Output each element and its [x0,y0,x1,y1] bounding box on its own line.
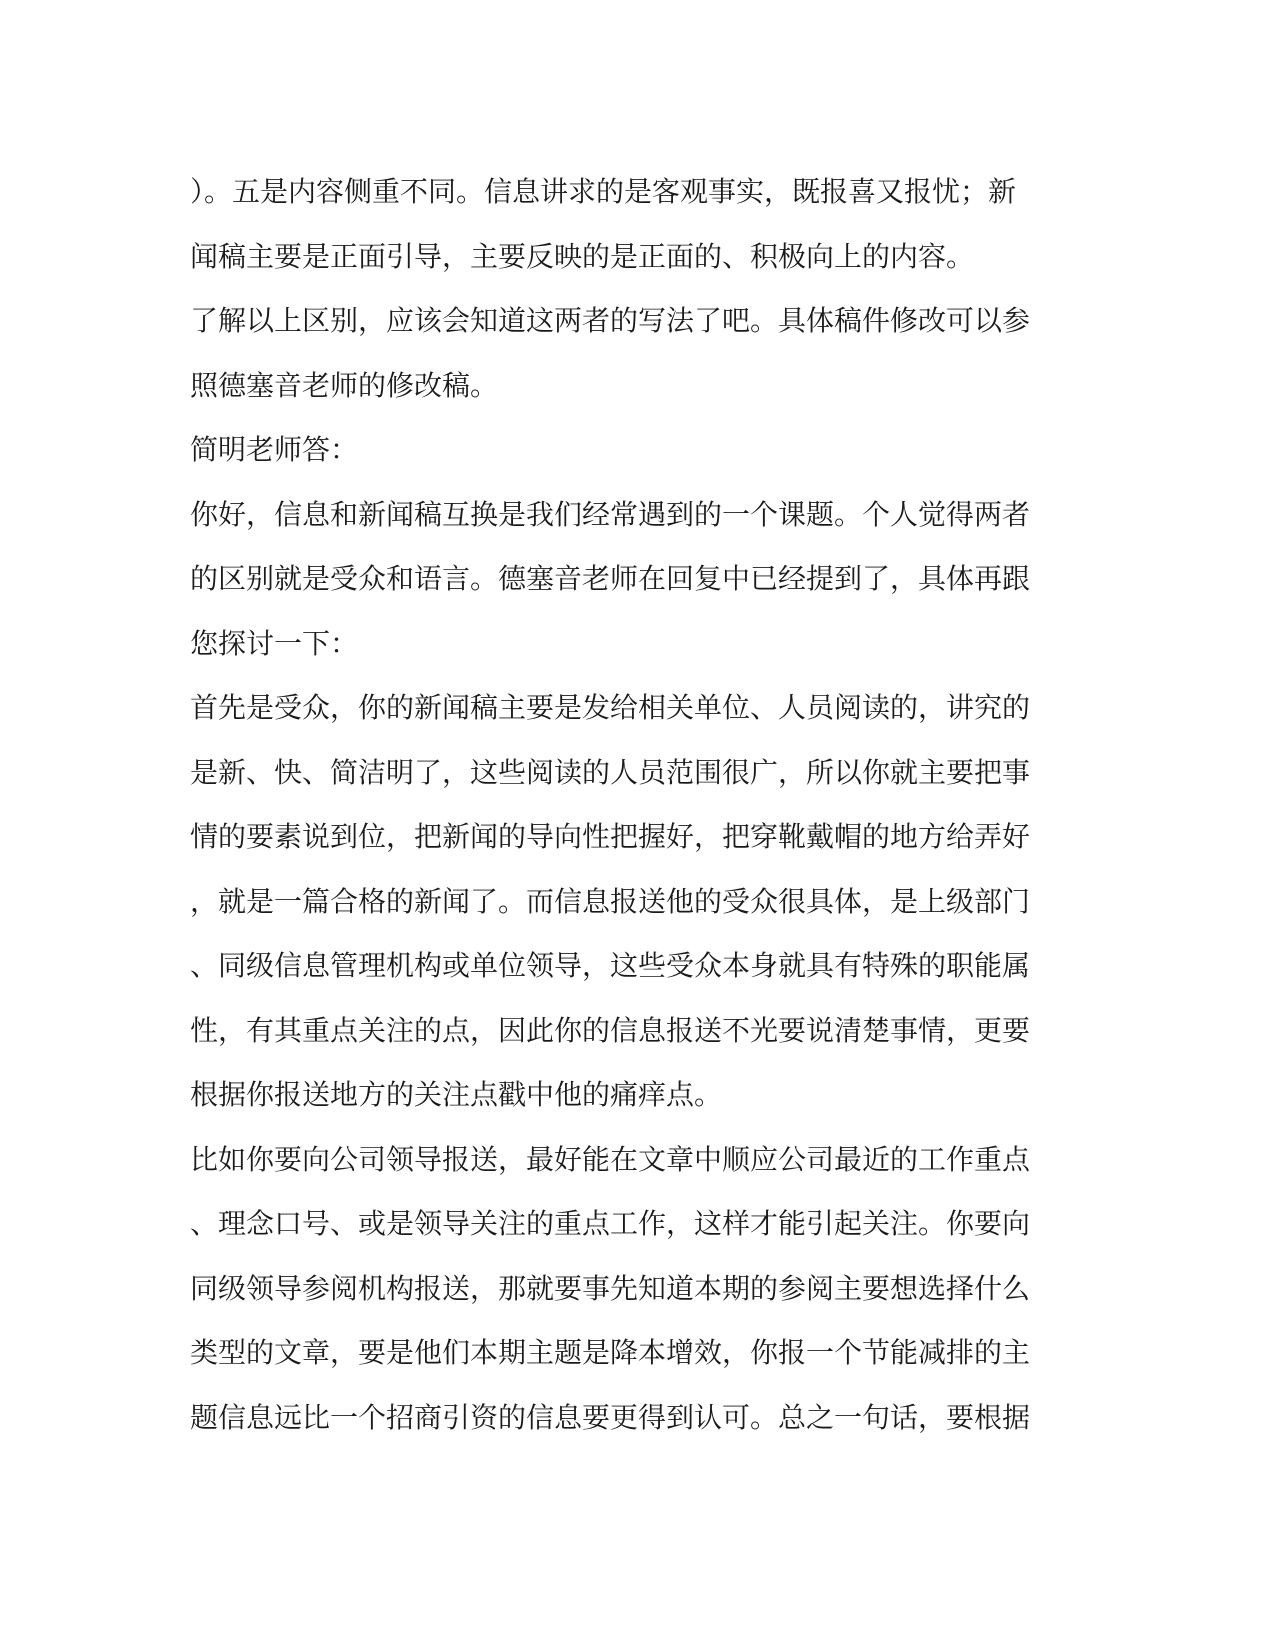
text-line: 根据你报送地方的关注点戳中他的痛痒点。 [190,1078,723,1111]
text-line: 照德塞音老师的修改稿。 [190,368,499,402]
text-line: 性，有其重点关注的点，因此你的信息报送不光要说清楚事情，更要 [190,1013,1031,1047]
text-line: 首先是受众，你的新闻稿主要是发给相关单位、人员阅读的，讲究的 [190,691,1031,724]
text-line: 同级领导参阅机构报送，那就要事先知道本期的参阅主要想选择什么 [190,1271,1031,1305]
text-line: 您探讨一下： [190,626,359,660]
text-line: 的区别就是受众和语言。德塞音老师在回复中已经提到了，具体再跟 [190,562,1031,595]
text-line: ，就是一篇合格的新闻了。而信息报送他的受众很具体，是上级部门 [190,884,1031,918]
text-line: ）。五是内容侧重不同。信息讲求的是客观事实，既报喜又报忧；新 [190,175,1017,208]
body-text [190,160,1070,1450]
text-line: 是新、快、简洁明了，这些阅读的人员范围很广，所以你就主要把事 [190,755,1031,789]
text-line: 情的要素说到位，把新闻的导向性把握好，把穿靴戴帽的地方给弄好 [190,820,1031,853]
text-line: 你好，信息和新闻稿互换是我们经常遇到的一个课题。个人觉得两者 [190,497,1031,531]
text-line: 题信息远比一个招商引资的信息要更得到认可。总之一句话，要根据 [190,1400,1031,1434]
text-line: 闻稿主要是正面引导，主要反映的是正面的、积极向上的内容。 [190,239,975,273]
text-line: 类型的文章，要是他们本期主题是降本增效，你报一个节能减排的主 [190,1336,1031,1369]
text-line: 了解以上区别，应该会知道这两者的写法了吧。具体稿件修改可以参 [190,304,1031,337]
text-line: 简明老师答： [190,433,359,466]
text-line: 比如你要向公司领导报送，最好能在文章中顺应公司最近的工作重点 [190,1142,1031,1176]
text-line: 、同级信息管理机构或单位领导，这些受众本身就具有特殊的职能属 [190,949,1031,982]
text-line: 、理念口号、或是领导关注的重点工作，这样才能引起关注。你要向 [190,1207,1031,1240]
